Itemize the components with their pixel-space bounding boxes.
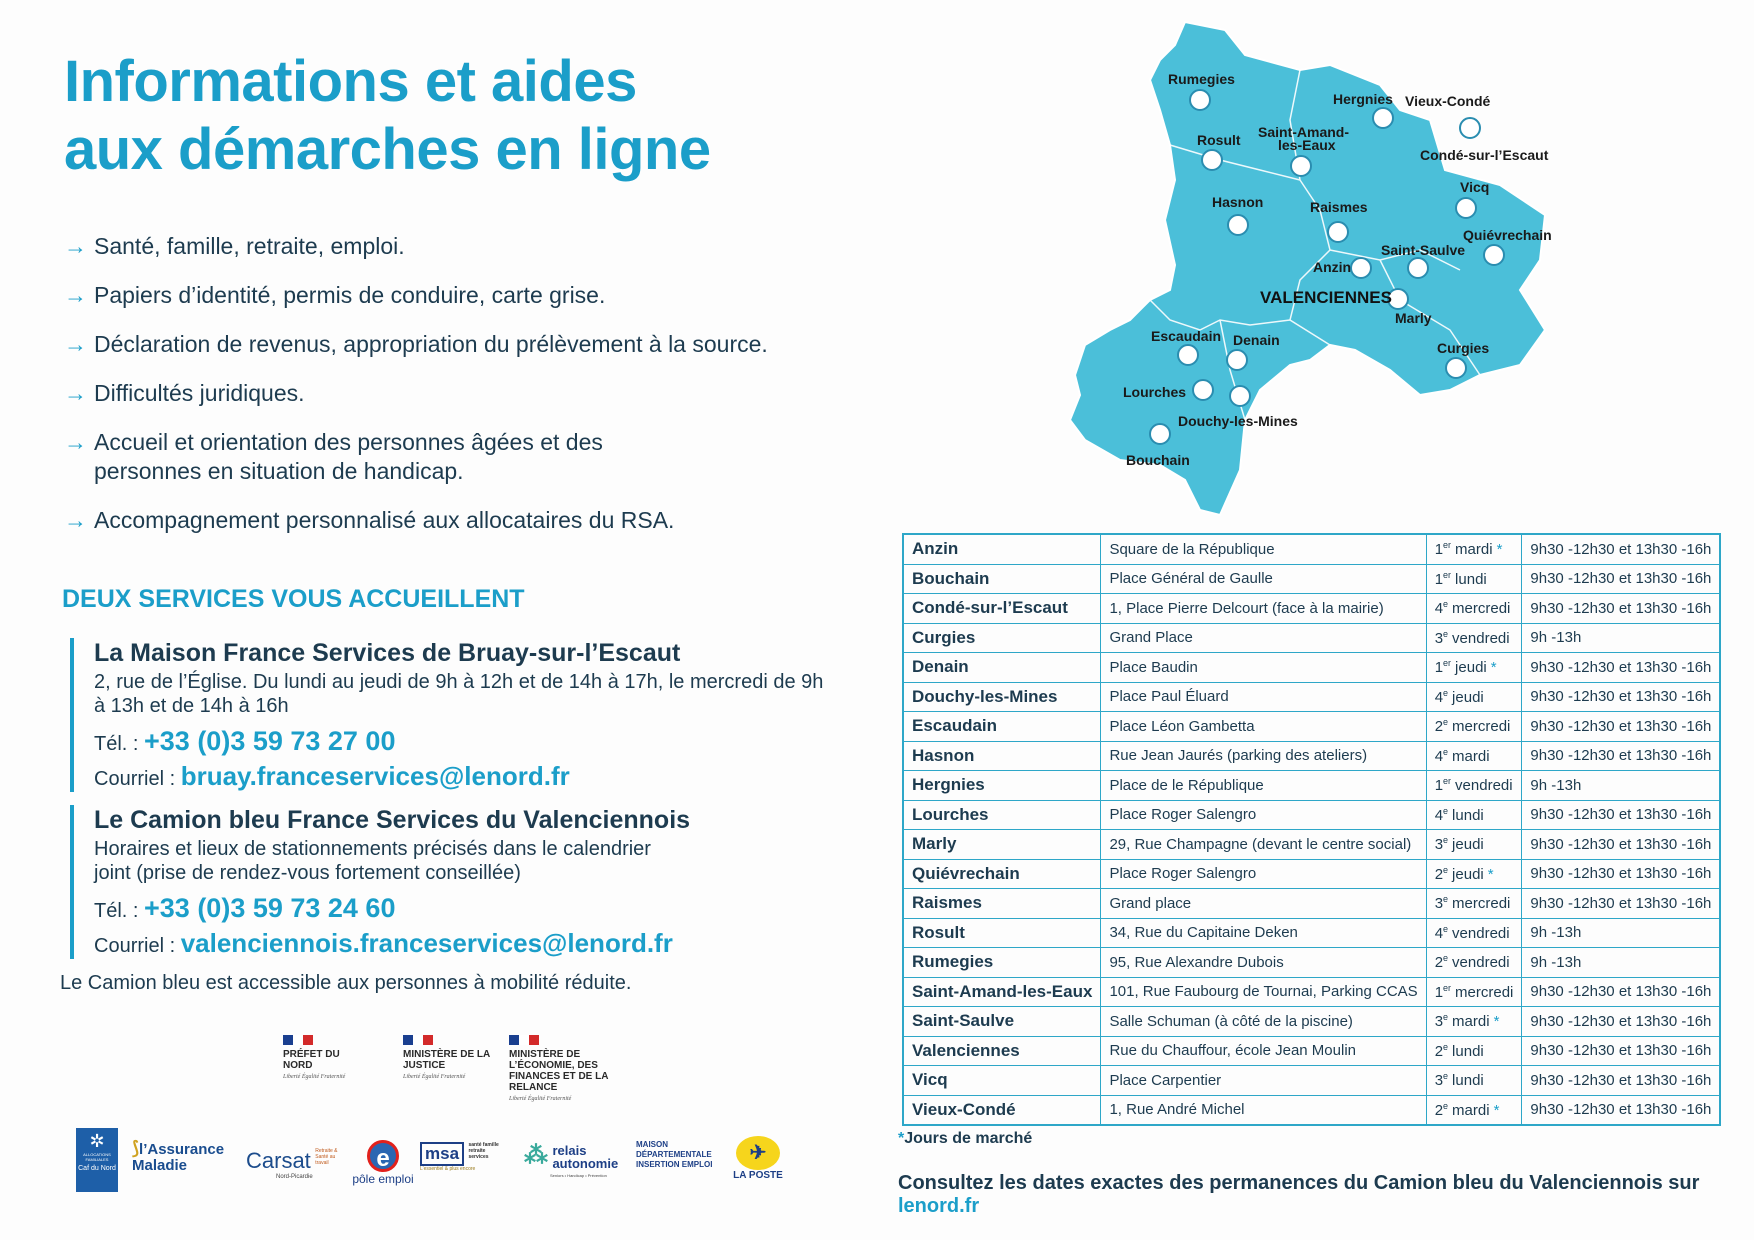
addr-cell: 95, Rue Alexandre Dubois (1101, 948, 1426, 978)
town-cell: Quiévrechain (903, 859, 1101, 889)
truck-marker (1227, 350, 1247, 370)
service-maison-france (70, 638, 834, 792)
day-cell: 1er mercredi (1426, 977, 1522, 1007)
day-cell: 1er jeudi * (1426, 653, 1522, 683)
hours-cell: 9h -13h (1522, 948, 1721, 978)
economie-logo: MINISTÈRE DE L’ÉCONOMIE, DES FINANCES ET DE LA RELANCE Liberté Égalité Fraternité (509, 1035, 609, 1103)
topic-item: → Déclaration de revenus, appropriation du prélèvement à la source. (64, 331, 768, 357)
hours-cell: 9h30 -12h30 et 13h30 -16h (1522, 1066, 1721, 1096)
town-cell: Denain (903, 653, 1101, 683)
hours-cell: 9h30 -12h30 et 13h30 -16h (1522, 800, 1721, 830)
addr-cell: Place Roger Salengro (1101, 859, 1426, 889)
addr-cell: 1, Rue André Michel (1101, 1095, 1426, 1125)
schedule-row (903, 1036, 1720, 1066)
phone-line: Tél. : +33 (0)3 59 73 24 60 (94, 893, 396, 923)
truck-marker (1456, 198, 1476, 218)
schedule-row (903, 1007, 1720, 1037)
schedule-row (903, 859, 1720, 889)
truck-marker (1150, 424, 1170, 444)
addr-cell: Grand place (1101, 889, 1426, 919)
day-cell: 4e mercredi (1426, 594, 1522, 624)
day-cell: 2e mardi * (1426, 1095, 1522, 1125)
town-label: Quiévrechain (1463, 227, 1552, 243)
schedule-row (903, 1095, 1720, 1125)
page-title (64, 48, 711, 184)
town-label: Vieux-Condé (1405, 93, 1491, 109)
arrow-right-icon: → (64, 507, 87, 533)
service-description: 2, rue de l’Église. Du lundi au jeudi de 9h à 12h et de 14h à 17h, le mercredi de 9h à 13h et de 14h à 16h (94, 671, 824, 717)
town-label: Lourches (1123, 384, 1187, 400)
town-cell: Rosult (903, 918, 1101, 948)
schedule-row (903, 889, 1720, 919)
services-heading: DEUX SERVICES VOUS ACCUEILLENT (62, 585, 525, 613)
town-cell: Raismes (903, 889, 1101, 919)
addr-cell: Salle Schuman (à côté de la piscine) (1101, 1007, 1426, 1037)
town-cell: Vieux-Condé (903, 1095, 1101, 1125)
addr-cell: 34, Rue du Capitaine Deken (1101, 918, 1426, 948)
schedule-row (903, 741, 1720, 771)
hours-cell: 9h30 -12h30 et 13h30 -16h (1522, 564, 1721, 594)
town-cell: Escaudain (903, 712, 1101, 742)
service-title: Le Camion bleu France Services du Valenciennois (94, 806, 691, 834)
hours-cell: 9h30 -12h30 et 13h30 -16h (1522, 1036, 1721, 1066)
addr-cell: Place Baudin (1101, 653, 1426, 683)
topic-item: → Difficultés juridiques. (64, 380, 305, 406)
day-cell: 1er vendredi (1426, 771, 1522, 801)
truck-marker (1328, 222, 1348, 242)
day-cell: 3e jeudi (1426, 830, 1522, 860)
addr-cell: Rue Jean Jaurés (parking des ateliers) (1101, 741, 1426, 771)
arrow-right-icon: → (64, 429, 87, 455)
truck-marker (1230, 386, 1250, 406)
addr-cell: Place Général de Gaulle (1101, 564, 1426, 594)
town-cell: Lourches (903, 800, 1101, 830)
truck-marker (1446, 358, 1466, 378)
schedule-row (903, 948, 1720, 978)
consult-note: Consultez les dates exactes des permanences du Camion bleu du Valenciennois sur lenord.fr (898, 1172, 1700, 1217)
day-cell: 3e mercredi (1426, 889, 1522, 919)
market-star-icon: * (1493, 1013, 1500, 1031)
hours-cell: 9h30 -12h30 et 13h30 -16h (1522, 1095, 1721, 1125)
addr-cell: Place de le République (1101, 771, 1426, 801)
town-cell: Rumegies (903, 948, 1101, 978)
relais-autonomie-logo: ⁂ relais autonomie Seniors • Handicap • Prévention (524, 1142, 619, 1178)
market-note: *Jours de marché (898, 1130, 1033, 1147)
hours-cell: 9h30 -12h30 et 13h30 -16h (1522, 534, 1721, 564)
addr-cell: Place Léon Gambetta (1101, 712, 1426, 742)
hours-cell: 9h -13h (1522, 771, 1721, 801)
market-star-icon: * (1487, 865, 1494, 883)
town-label: Vicq (1460, 179, 1490, 195)
day-cell: 4e lundi (1426, 800, 1522, 830)
hours-cell: 9h30 -12h30 et 13h30 -16h (1522, 712, 1721, 742)
town-cell: Condé-sur-l’Escaut (903, 594, 1101, 624)
lenord-link[interactable]: lenord.fr (898, 1195, 980, 1217)
town-label: Douchy-les-Mines (1178, 413, 1298, 429)
town-label: Escaudain (1151, 328, 1222, 344)
arrow-right-icon: → (64, 380, 87, 406)
mdee-logo: MAISON DÉPARTEMENTALE INSERTION EMPLOI (636, 1140, 713, 1169)
schedule-row (903, 830, 1720, 860)
town-cell: Hasnon (903, 741, 1101, 771)
phone-line: Tél. : +33 (0)3 59 73 27 00 (94, 726, 396, 756)
town-label: Anzin (1313, 259, 1352, 275)
town-label: Condé-sur-l’Escaut (1420, 147, 1549, 163)
day-cell: 4e mardi (1426, 741, 1522, 771)
addr-cell: Rue du Chauffour, école Jean Moulin (1101, 1036, 1426, 1066)
town-label: Hasnon (1212, 194, 1264, 210)
schedule-row (903, 623, 1720, 653)
day-cell: 4e vendredi (1426, 918, 1522, 948)
town-label: Saint-Saulve (1381, 242, 1466, 258)
hours-cell: 9h30 -12h30 et 13h30 -16h (1522, 741, 1721, 771)
topic-item: → Accompagnement personnalisé aux allocataires du RSA. (64, 507, 675, 533)
town-cell: Hergnies (903, 771, 1101, 801)
town-label: Rumegies (1168, 71, 1235, 87)
town-cell: Curgies (903, 623, 1101, 653)
truck-marker (1291, 156, 1311, 176)
town-cell: Saint-Saulve (903, 1007, 1101, 1037)
town-cell: Bouchain (903, 564, 1101, 594)
schedule-table (902, 533, 1721, 1126)
service-camion-bleu (70, 805, 834, 959)
truck-marker (1373, 108, 1393, 128)
town-cell: Saint-Amand-les-Eaux (903, 977, 1101, 1007)
hours-cell: 9h -13h (1522, 918, 1721, 948)
day-cell: 2e mercredi (1426, 712, 1522, 742)
schedule-row (903, 534, 1720, 564)
day-cell: 3e mardi * (1426, 1007, 1522, 1037)
laposte-logo: ✈ LA POSTE (728, 1136, 788, 1181)
prefet-logo: PRÉFET DU NORD Liberté Égalité Fraternité (283, 1035, 363, 1081)
town-cell: Marly (903, 830, 1101, 860)
truck-marker (1202, 150, 1222, 170)
day-cell: 3e lundi (1426, 1066, 1522, 1096)
pole-emploi-logo: e pôle emploi (348, 1140, 418, 1186)
day-cell: 1er lundi (1426, 564, 1522, 594)
schedule-row (903, 653, 1720, 683)
topic-item: → Papiers d’identité, permis de conduire, carte grise. (64, 282, 606, 308)
schedule-row (903, 771, 1720, 801)
schedule-row (903, 918, 1720, 948)
truck-marker (1193, 380, 1213, 400)
addr-cell: Place Carpentier (1101, 1066, 1426, 1096)
truck-marker (1408, 258, 1428, 278)
email-line: Courriel : valenciennois.franceservices@lenord.fr (94, 928, 673, 958)
schedule-row (903, 1066, 1720, 1096)
schedule-row (903, 712, 1720, 742)
topic-item: → Accueil et orientation des personnes âgées et des personnes en situation de handicap. (64, 429, 603, 484)
email-link[interactable]: valenciennois.franceservices@lenord.fr (180, 928, 673, 958)
map-center-label: VALENCIENNES (1260, 288, 1392, 307)
town-label: Rosult (1197, 132, 1241, 148)
email-link[interactable]: bruay.franceservices@lenord.fr (180, 761, 570, 791)
arrow-right-icon: → (64, 331, 87, 357)
msa-logo: msa santé famille retraite services L’essentiel & plus encore (420, 1142, 499, 1172)
hours-cell: 9h30 -12h30 et 13h30 -16h (1522, 653, 1721, 683)
truck-marker (1484, 245, 1504, 265)
addr-cell: Grand Place (1101, 623, 1426, 653)
addr-cell: Place Paul Éluard (1101, 682, 1426, 712)
caf-logo: ✲ ALLOCATIONS FAMILIALES Caf du Nord (76, 1128, 118, 1192)
town-cell: Douchy-les-Mines (903, 682, 1101, 712)
town-cell: Anzin (903, 534, 1101, 564)
topic-item: → Santé, famille, retraite, emploi. (64, 233, 405, 259)
hours-cell: 9h30 -12h30 et 13h30 -16h (1522, 1007, 1721, 1037)
hours-cell: 9h -13h (1522, 623, 1721, 653)
addr-cell: 101, Rue Faubourg de Tournai, Parking CCAS (1101, 977, 1426, 1007)
day-cell: 2e lundi (1426, 1036, 1522, 1066)
market-star-icon: * (1496, 541, 1503, 559)
day-cell: 3e vendredi (1426, 623, 1522, 653)
accessibility-note: Le Camion bleu est accessible aux personnes à mobilité réduite. (60, 972, 632, 994)
schedule-row (903, 564, 1720, 594)
market-star-icon: * (1490, 659, 1497, 677)
town-label: Hergnies (1333, 91, 1393, 107)
topics-list (64, 232, 844, 555)
schedule-row (903, 977, 1720, 1007)
hours-cell: 9h30 -12h30 et 13h30 -16h (1522, 859, 1721, 889)
addr-cell: Square de la République (1101, 534, 1426, 564)
service-description: Horaires et lieux de stationnements précisés dans le calendrier joint (prise de rendez-vous fortement conseillée) (94, 838, 651, 884)
town-cell: Valenciennes (903, 1036, 1101, 1066)
addr-cell: Place Roger Salengro (1101, 800, 1426, 830)
phone-link[interactable]: +33 (0)3 59 73 27 00 (144, 726, 396, 756)
day-cell: 2e jeudi * (1426, 859, 1522, 889)
truck-marker (1190, 90, 1210, 110)
addr-cell: 1, Place Pierre Delcourt (face à la mairie) (1101, 594, 1426, 624)
town-label: les-Eaux (1278, 137, 1336, 153)
truck-marker (1178, 345, 1198, 365)
valenciennois-map (1060, 15, 1580, 525)
town-label: Bouchain (1126, 452, 1190, 468)
market-star-icon: * (1493, 1101, 1500, 1119)
hours-cell: 9h30 -12h30 et 13h30 -16h (1522, 830, 1721, 860)
schedule-row (903, 800, 1720, 830)
hours-cell: 9h30 -12h30 et 13h30 -16h (1522, 682, 1721, 712)
title-line-1: Informations et aides (64, 49, 637, 114)
hours-cell: 9h30 -12h30 et 13h30 -16h (1522, 889, 1721, 919)
town-label: Saint-Amand- (1258, 124, 1349, 140)
town-cell: Vicq (903, 1066, 1101, 1096)
town-label: Curgies (1437, 340, 1490, 356)
day-cell: 1er mardi * (1426, 534, 1522, 564)
arrow-right-icon: → (64, 282, 87, 308)
day-cell: 4e jeudi (1426, 682, 1522, 712)
phone-link[interactable]: +33 (0)3 59 73 24 60 (144, 893, 396, 923)
title-line-2: aux démarches en ligne (64, 117, 711, 182)
arrow-right-icon: → (64, 233, 87, 259)
day-cell: 2e vendredi (1426, 948, 1522, 978)
town-label: Raismes (1310, 199, 1368, 215)
email-line: Courriel : bruay.franceservices@lenord.fr (94, 761, 570, 791)
service-title: La Maison France Services de Bruay-sur-l’Escaut (94, 639, 681, 667)
addr-cell: 29, Rue Champagne (devant le centre social) (1101, 830, 1426, 860)
assurance-maladie-logo: ⟆l’Assurance Maladie (132, 1138, 225, 1174)
schedule-row (903, 682, 1720, 712)
town-label: Denain (1233, 332, 1280, 348)
hours-cell: 9h30 -12h30 et 13h30 -16h (1522, 977, 1721, 1007)
truck-marker (1351, 258, 1371, 278)
truck-marker (1228, 215, 1248, 235)
justice-logo: MINISTÈRE DE LA JUSTICE Liberté Égalité Fraternité (403, 1035, 493, 1081)
town-label: Marly (1395, 310, 1432, 326)
truck-marker (1460, 118, 1480, 138)
schedule-row (903, 594, 1720, 624)
hours-cell: 9h30 -12h30 et 13h30 -16h (1522, 594, 1721, 624)
carsat-logo: Carsat Retraite & Santé au travail Nord-Picardie (246, 1148, 338, 1180)
